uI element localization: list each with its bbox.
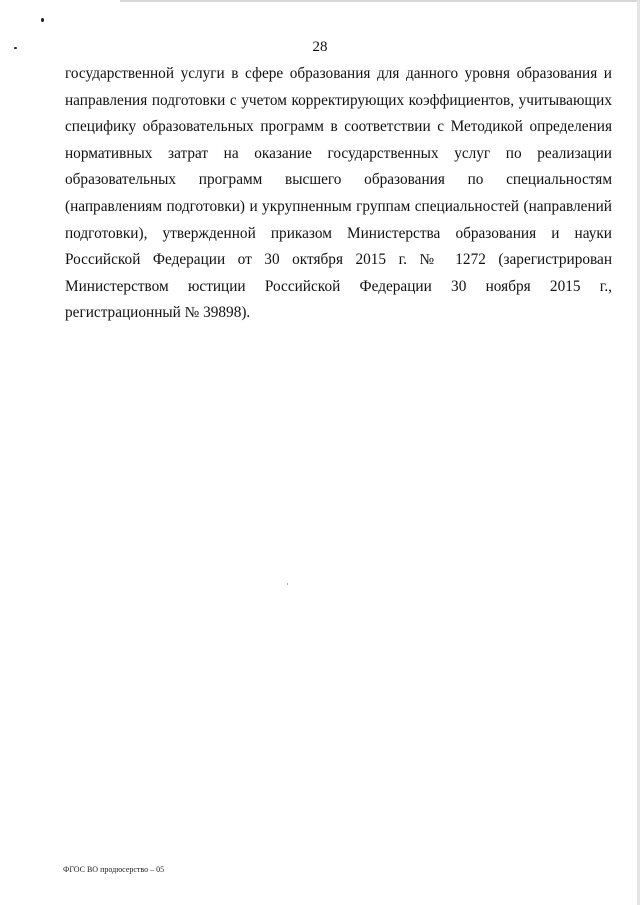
scan-edge-top bbox=[120, 0, 640, 2]
scan-speck bbox=[287, 583, 288, 585]
footer-text: ФГОС ВО продюсерство – 05 bbox=[63, 865, 165, 874]
scan-speck bbox=[41, 18, 44, 22]
body-paragraph: государственной услуги в сфере образования для данного уровня образования и направления подготовки с учетом корректирующих коэффициентов, учитывающих специфику образовательных программ в соответствии с Методикой определения нормативных затрат на оказание государственных услуг по реализации образовательных программ высшего образования по специальностям (направлениям подготовки) и укрупненным группам специальностей (направлений подготовки), утвержденной приказом Министерства образования и науки Российской Федерации от 30 октября 2015 г. № 1272 (зарегистрирован Министерством юстиции Российской Федерации 30 ноября 2015 г., регистрационный № 39898). bbox=[65, 65, 612, 322]
page-number: 28 bbox=[312, 39, 328, 55]
